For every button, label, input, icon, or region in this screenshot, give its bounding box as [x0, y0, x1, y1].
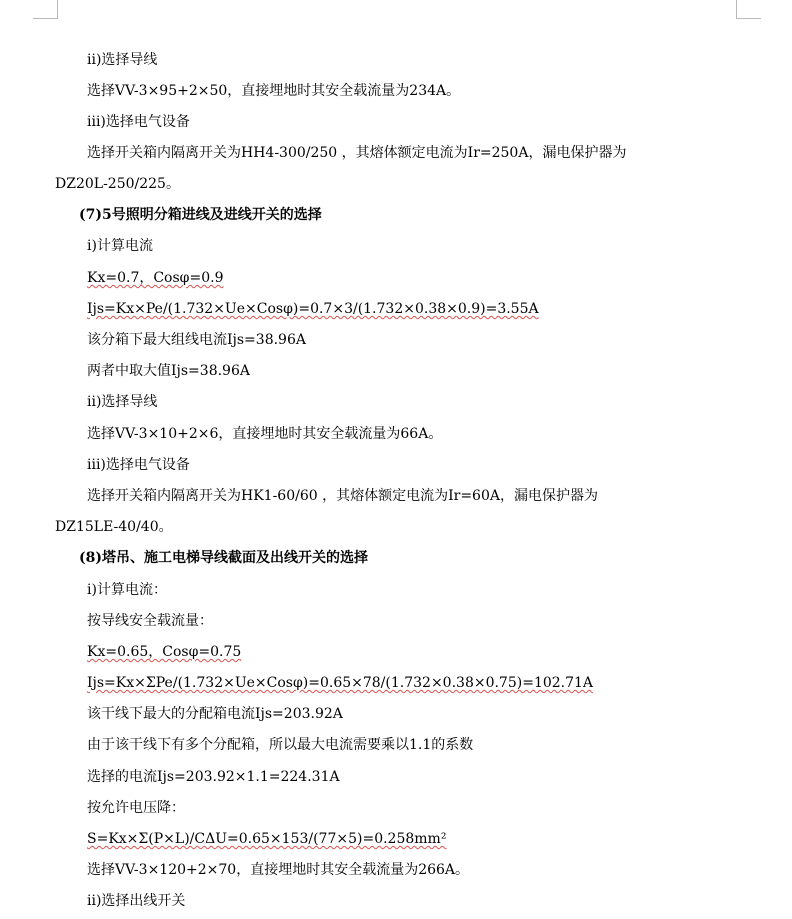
line-22: 该干线下最大的分配箱电流Ijs=203.92A: [87, 706, 343, 722]
section-heading-8: (8)塔吊、施工电梯导线截面及出线开关的选择: [79, 550, 368, 566]
formula-line-21: Ijs=Kx×ΣPe/(1.732×Ue×Cosφ)=0.65×78/(1.732×0.38×0.75)=102.71A: [87, 675, 594, 691]
line-16: DZ15LE-40/40。: [55, 519, 173, 535]
line-27: 选择VV-3×120+2×70，直接埋地时其安全载流量为266A。: [87, 862, 470, 878]
line-7: i)计算电流: [87, 238, 153, 254]
formula-line-9: Ijs=Kx×Pe/(1.732×Ue×Cosφ)=0.7×3/(1.732×0.38×0.9)=3.55A: [87, 301, 539, 317]
line-2: 选择VV-3×95+2×50，直接埋地时其安全载流量为234A。: [87, 83, 461, 99]
formula-line-26: S=Kx×Σ(P×L)/CΔU=0.65×153/(77×5)=0.258mm²: [87, 831, 447, 847]
line-28: ii)选择出线开关: [87, 893, 186, 909]
line-11: 两者中取大值Ijs=38.96A: [87, 363, 250, 379]
line-25: 按允许电压降：: [87, 800, 185, 816]
formula-line-8: Kx=0.7，Cosφ=0.9: [87, 270, 224, 286]
crop-mark-top-left: [33, 0, 58, 19]
line-23: 由于该干线下有多个分配箱，所以最大电流需要乘以1.1的系数: [87, 737, 474, 753]
section-heading-7: (7)5号照明分箱进线及进线开关的选择: [79, 207, 322, 223]
line-14: iii)选择电气设备: [87, 457, 190, 473]
line-18: i)计算电流：: [87, 582, 167, 598]
line-4: 选择开关箱内隔离开关为HH4-300/250 ，其熔体额定电流为Ir=250A，漏电保护器为: [87, 145, 627, 161]
line-3: iii)选择电气设备: [87, 114, 190, 130]
line-5: DZ20L-250/225。: [55, 176, 180, 192]
line-24: 选择的电流Ijs=203.92×1.1=224.31A: [87, 769, 340, 785]
formula-line-20: Kx=0.65，Cosφ=0.75: [87, 644, 242, 660]
line-1: ii)选择导线: [87, 52, 158, 68]
line-15: 选择开关箱内隔离开关为HK1-60/60 ，其熔体额定电流为Ir=60A，漏电保护器为: [87, 488, 598, 504]
line-10: 该分箱下最大组线电流Ijs=38.96A: [87, 332, 306, 348]
crop-mark-top-right: [736, 0, 761, 19]
line-19: 按导线安全载流量：: [87, 613, 213, 629]
line-13: 选择VV-3×10+2×6，直接埋地时其安全载流量为66A。: [87, 426, 443, 442]
line-12: ii)选择导线: [87, 394, 158, 410]
